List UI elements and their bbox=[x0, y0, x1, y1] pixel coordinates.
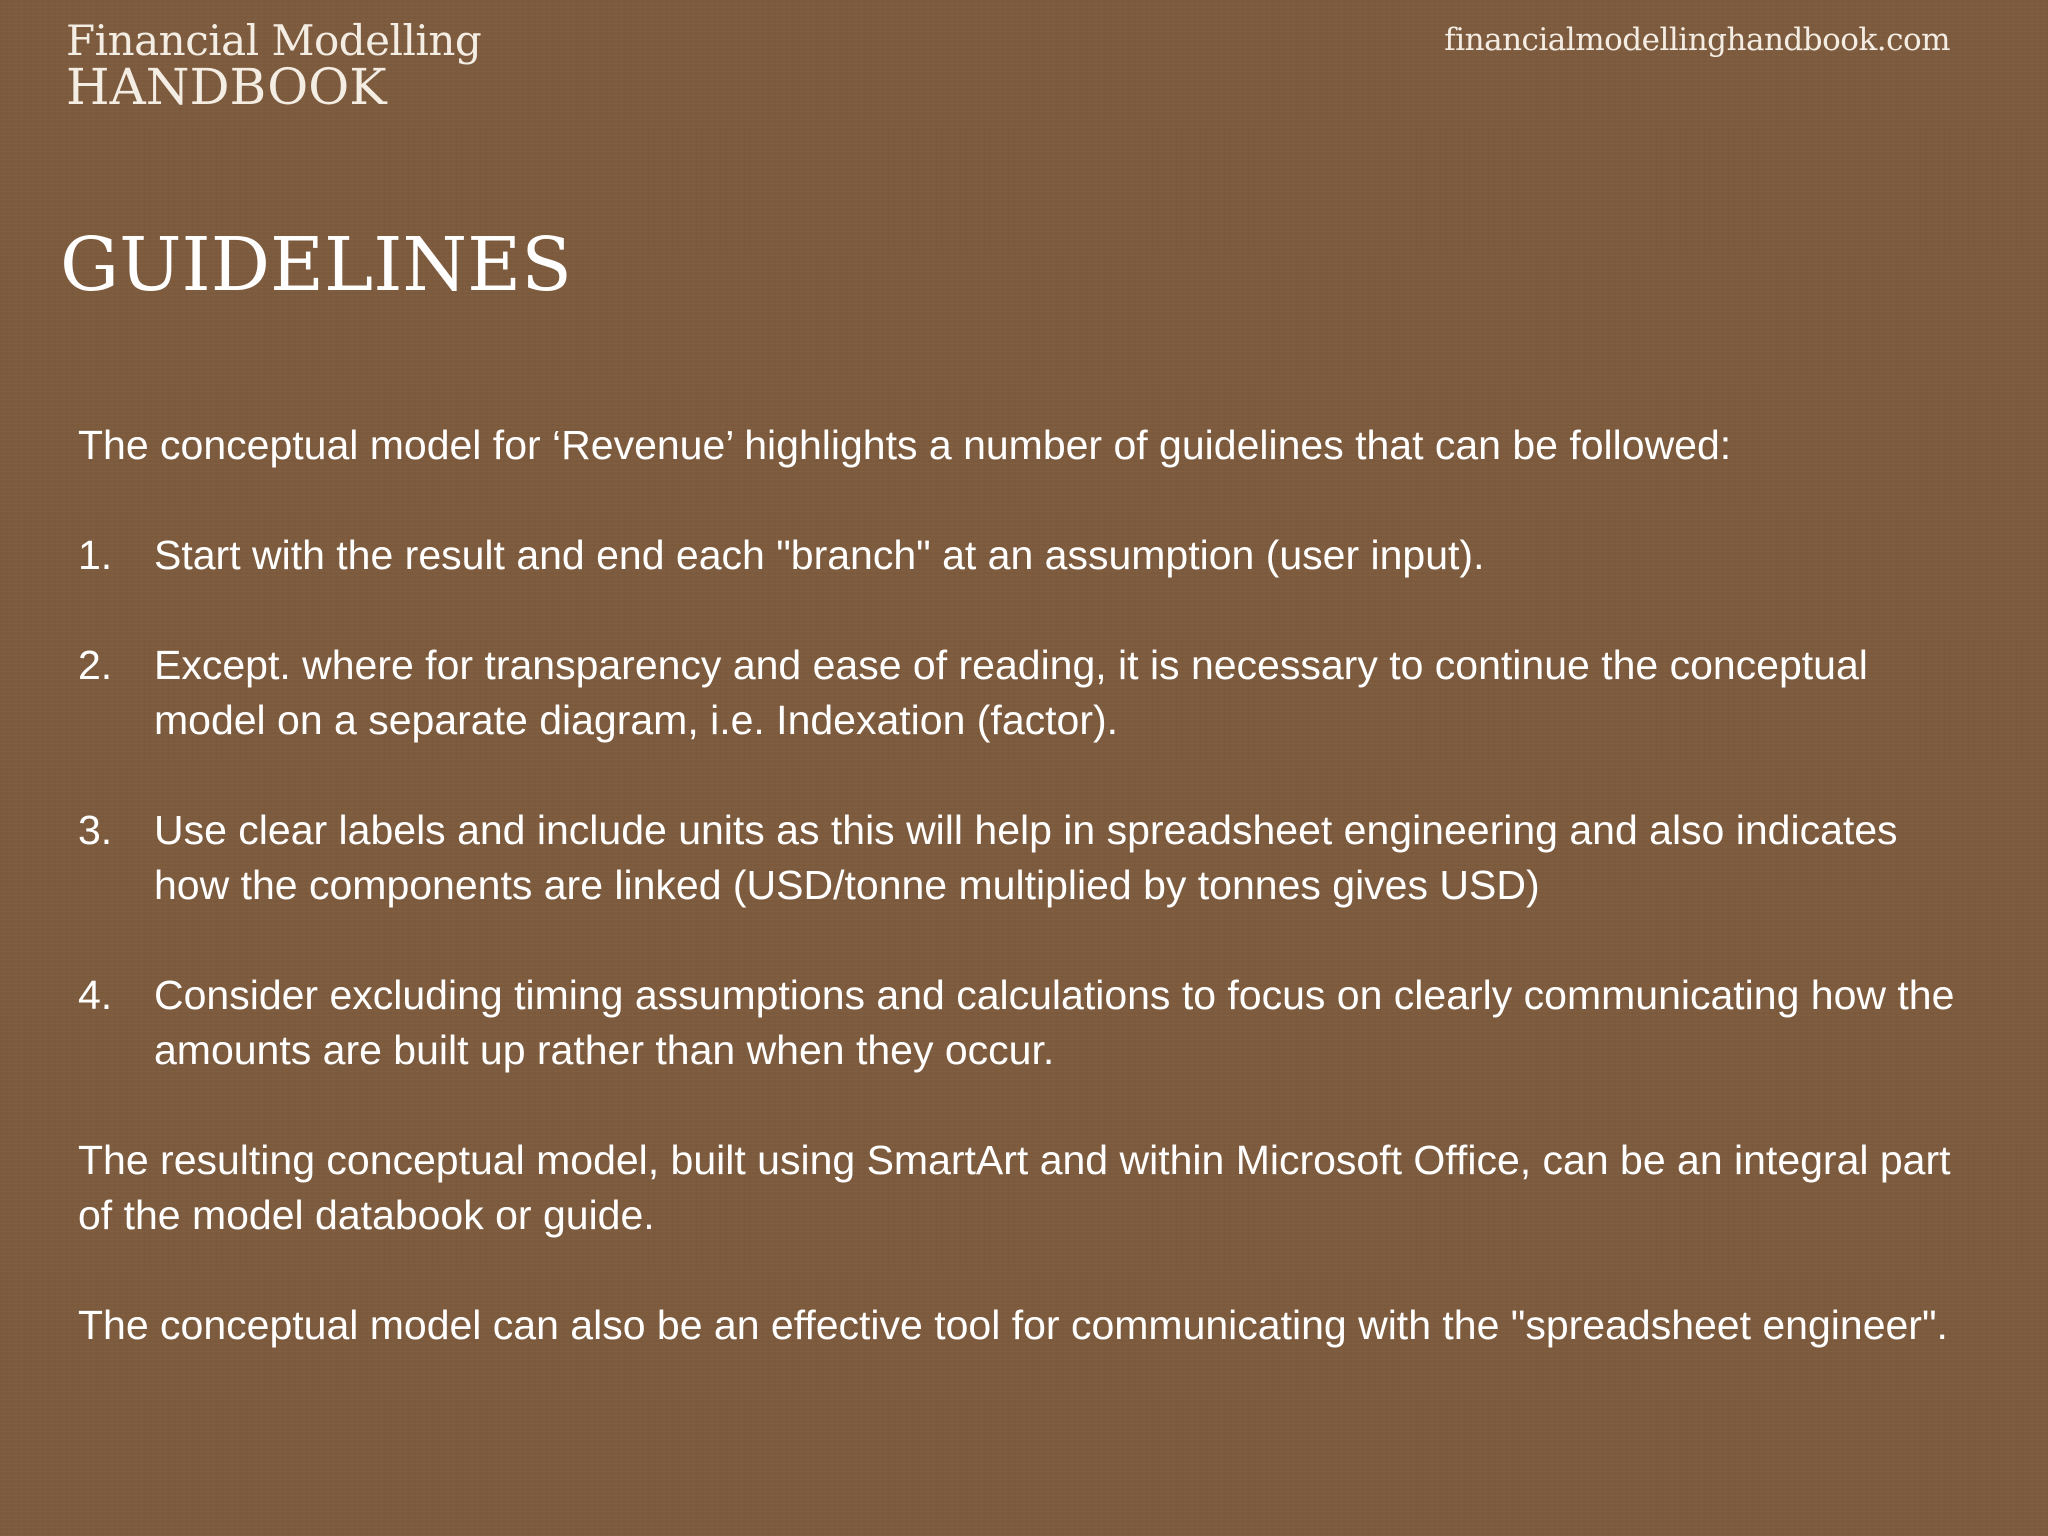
guidelines-list bbox=[78, 528, 1978, 1078]
list-item-text: Consider excluding timing assumptions and calculations to focus on clearly communicating how the amounts are built up rather than when they occur. bbox=[154, 972, 1955, 1073]
paragraph-smartart: The resulting conceptual model, built using SmartArt and within Microsoft Office, can be an integral part of the model databook or guide. bbox=[78, 1137, 1951, 1238]
list-number: 1. bbox=[78, 532, 113, 578]
list-number: 2. bbox=[78, 642, 113, 688]
brand-line-1: Financial Modelling bbox=[66, 16, 482, 65]
list-item bbox=[78, 968, 1978, 1078]
paragraph-communication: The conceptual model can also be an effective tool for communicating with the "spreadsheet engineer". bbox=[78, 1302, 1948, 1348]
list-item bbox=[78, 528, 1978, 583]
website-url: financialmodellinghandbook.com bbox=[1444, 22, 1950, 58]
list-item-text: Use clear labels and include units as this will help in spreadsheet engineering and also indicates how the components are linked (USD/tonne multiplied by tonnes gives USD) bbox=[154, 807, 1898, 908]
list-number: 3. bbox=[78, 807, 113, 853]
slide-title: GUIDELINES bbox=[60, 222, 572, 308]
slide-body bbox=[78, 418, 1978, 1353]
brand-line-2: HANDBOOK bbox=[66, 58, 387, 116]
list-item-text: Except. where for transparency and ease of reading, it is necessary to continue the conceptual model on a separate diagram, i.e. Indexation (factor). bbox=[154, 642, 1868, 743]
list-item-text: Start with the result and end each "branch" at an assumption (user input). bbox=[154, 532, 1485, 578]
list-item bbox=[78, 803, 1978, 913]
brand-logo bbox=[66, 16, 482, 116]
list-number: 4. bbox=[78, 972, 113, 1018]
intro-text: The conceptual model for ‘Revenue’ highlights a number of guidelines that can be followed: bbox=[78, 422, 1732, 468]
list-item bbox=[78, 638, 1978, 748]
